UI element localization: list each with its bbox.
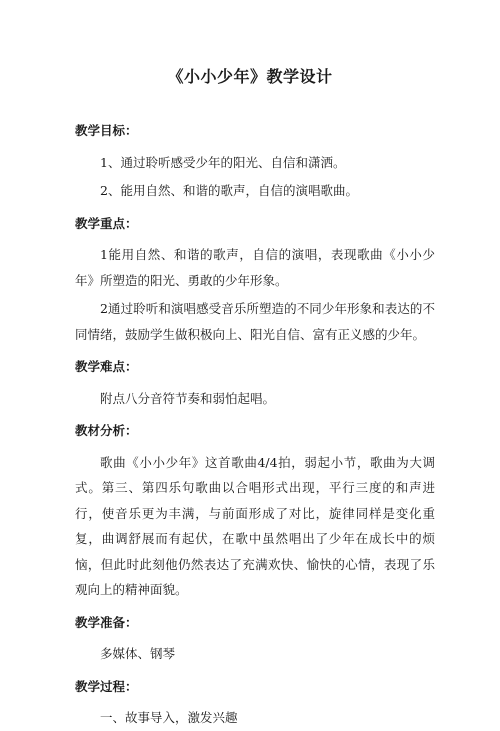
paragraph: 附点八分音符节奏和弱怕起唱。 [100, 390, 276, 406]
section-heading: 教学过程： [75, 678, 138, 694]
section-process [75, 674, 435, 731]
section-heading: 教学目标： [75, 123, 138, 138]
section-preparation [75, 610, 435, 667]
section-heading: 教学重点： [75, 215, 138, 231]
paragraph: 一、故事导入，激发兴趣 [100, 710, 238, 725]
document-title: 《小小少年》教学设计 [167, 67, 333, 86]
section-heading: 教学难点： [75, 359, 138, 374]
paragraph: 1、通过聆听感受少年的阳光、自信和潇洒。 [100, 154, 346, 170]
section-teaching-goals [75, 118, 435, 204]
section-material-analysis [75, 418, 435, 603]
section-teaching-focus [75, 211, 435, 348]
paragraph: 2、能用自然、和谐的歌声，自信的演唱歌曲。 [100, 183, 358, 198]
section-heading: 教学准备： [75, 614, 138, 630]
paragraph: 1能用自然、和谐的歌声，自信的演唱，表现歌曲《小小少年》所塑造的阳光、勇敢的少年形象。 [75, 247, 435, 288]
paragraph: 歌曲《小小少年》这首歌曲4/4拍，弱起小节，歌曲为大调式。第三、第四乐句歌曲以合唱形式出现，平行三度的和声进行，使音乐更为丰满，与前面形成了对比，旋律同样是变化重复，曲调舒展而有起伏，在歌中虽然唱出了少年在成长中的烦恼，但此时此刻他仍然表达了充满欢快、愉快的心情，表现了乐观向上的精神面貌。 [75, 454, 435, 597]
document-body [75, 118, 435, 731]
paragraph: 多媒体、钢琴 [100, 646, 176, 661]
paragraph: 2通过聆听和演唱感受音乐所塑造的不同少年形象和表达的不同情绪，鼓励学生做积极向上、阳光自信、富有正义感的少年。 [75, 301, 435, 342]
section-teaching-difficulty [75, 354, 435, 411]
section-heading: 教材分析： [75, 423, 138, 438]
